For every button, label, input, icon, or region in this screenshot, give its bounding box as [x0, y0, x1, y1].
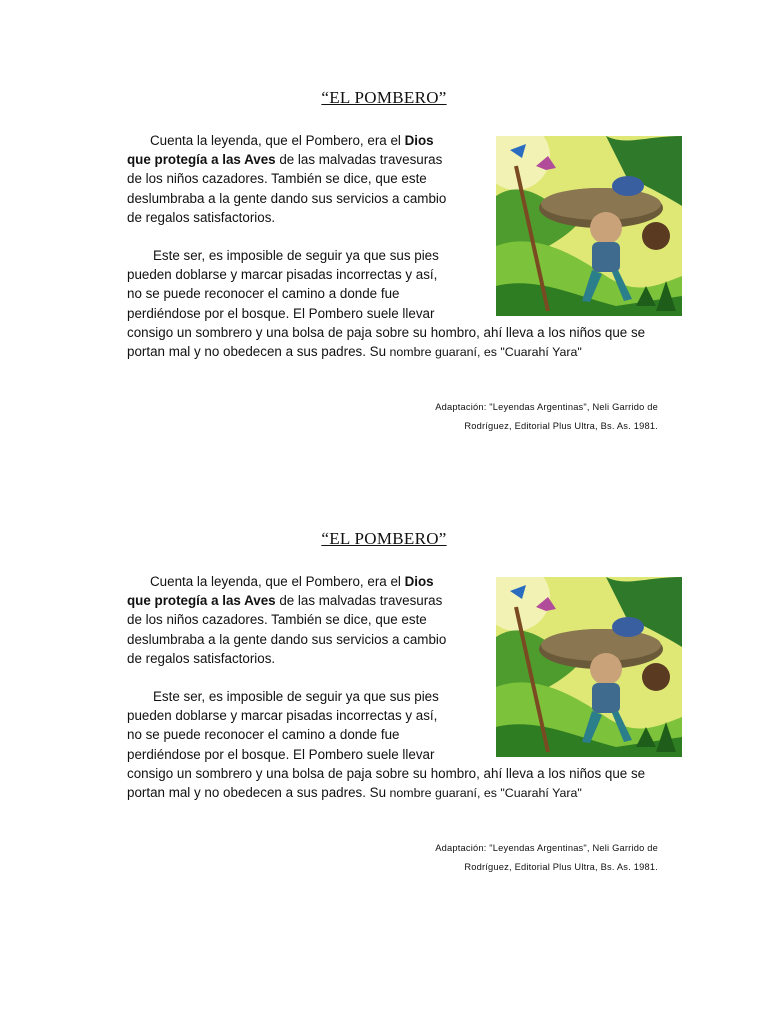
credit-line-2: Rodríguez, Editorial Plus Ultra, Bs. As. 1981. [464, 421, 658, 432]
story-title: “EL POMBERO” [321, 88, 447, 107]
para1-bold: Dios que protegía a las Aves [127, 574, 434, 609]
credit [435, 398, 658, 437]
para2-main: Este ser, es imposible de seguir ya que sus pies pueden doblarse y marcar pisadas incorrectas y así, no se puede reconocer el camino a donde fue perdiéndose por el bosque. El Pombero suele llevar consigo un sombrero y una bolsa de paja sobre su hombro, ahí lleva a los niños que se portan mal y no obedecen a sus padres. Su [127, 689, 646, 801]
credit-line-1: Adaptación: "Leyendas Argentinas", Neli Garrido de [435, 402, 658, 412]
story-text [127, 572, 655, 803]
para1-intro: Cuenta la leyenda, que el Pombero, era el [150, 574, 405, 589]
para1-bold: Dios que protegía a las Aves [127, 133, 434, 168]
credit-line-1: Adaptación: "Leyendas Argentinas", Neli Garrido de [435, 843, 658, 853]
para1-rest: de las malvadas travesuras de los niños cazadores. También se dice, que este deslumbraba a la gente dando sus servicios a cambio de regalos satisfactorios. [127, 593, 447, 666]
para2-end: nombre guaraní, es "Cuarahí Yara" [386, 345, 582, 360]
credit [435, 839, 658, 878]
story-text [127, 131, 655, 362]
para1-rest: de las malvadas travesuras de los niños cazadores. También se dice, que este deslumbraba a la gente dando sus servicios a cambio de regalos satisfactorios. [127, 152, 447, 225]
image-wrap-spacer [453, 136, 655, 316]
story-title: “EL POMBERO” [321, 529, 447, 548]
story-block-2 [0, 529, 768, 969]
para1-intro: Cuenta la leyenda, que el Pombero, era el [150, 133, 405, 148]
para2-main: Este ser, es imposible de seguir ya que sus pies pueden doblarse y marcar pisadas incorrectas y así, no se puede reconocer el camino a donde fue perdiéndose por el bosque. El Pombero suele llevar consigo un sombrero y una bolsa de paja sobre su hombro, ahí lleva a los niños que se portan mal y no obedecen a sus padres. Su [127, 248, 646, 360]
story-block-1 [0, 88, 768, 528]
credit-line-2: Rodríguez, Editorial Plus Ultra, Bs. As. 1981. [464, 862, 658, 873]
para2-end: nombre guaraní, es "Cuarahí Yara" [386, 786, 582, 801]
image-wrap-spacer [453, 577, 655, 757]
